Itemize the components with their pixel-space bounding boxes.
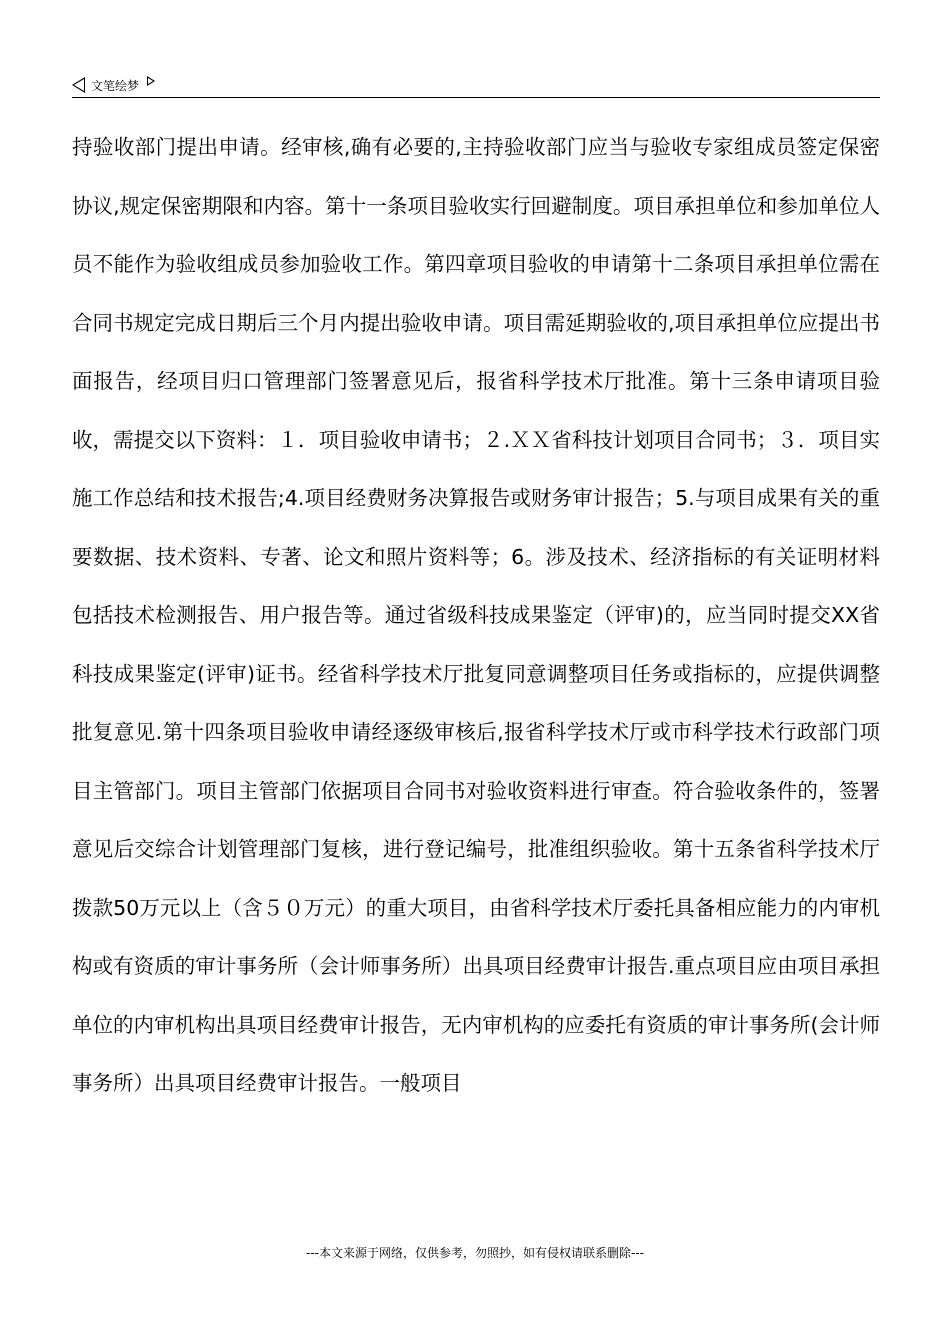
page-header (72, 72, 155, 98)
triangle-left-icon (72, 77, 85, 93)
triangle-right-icon (147, 76, 155, 86)
header-title: 文笔绘梦 (91, 78, 140, 93)
header-divider (72, 97, 880, 98)
body-paragraph: 持验收部门提出申请。经审核,确有必要的,主持验收部门应当与验收专家组成员签定保密协议,规定保密期限和内容。第十一条项目验收实行回避制度。项目承担单位和参加单位人员不能作为验收组成员参加验收工作。第四章项目验收的申请第十二条项目承担单位需在合同书规定完成日期后三个月内提出验收申请。项目需延期验收的,项目承担单位应提出书面报告，经项目归口管理部门签署意见后，报省科学技术厅批准。第十三条申请项目验收，需提交以下资料：１．项目验收申请书；２.ＸＸ省科技计划项目合同书；３．项目实施工作总结和技术报告;4.项目经费财务决算报告或财务审计报告；5.与项目成果有关的重要数据、技术资料、专著、论文和照片资料等；6。涉及技术、经济指标的有关证明材料包括技术检测报告、用户报告等。通过省级科技成果鉴定（评审)的，应当同时提交XX省科技成果鉴定(评审)证书。经省科学技术厅批复同意调整项目任务或指标的，应提供调整批复意见.第十四条项目验收申请经逐级审核后,报省科学技术厅或市科学技术行政部门项目主管部门。项目主管部门依据项目合同书对验收资料进行审查。符合验收条件的，签署意见后交综合计划管理部门复核，进行登记编号，批准组织验收。第十五条省科学技术厅拨款50万元以上（含５０万元）的重大项目，由省科学技术厅委托具备相应能力的内审机构或有资质的审计事务所（会计师事务所）出具项目经费审计报告.重点项目应由项目承担单位的内审机构出具项目经费审计报告，无内审机构的应委托有资质的审计事务所(会计师事务所）出具项目经费审计报告。一般项目 (72, 135, 880, 1095)
page-footer: ---本文来源于网络，仅供参考，勿照抄，如有侵权请联系删除--- (306, 1246, 644, 1260)
